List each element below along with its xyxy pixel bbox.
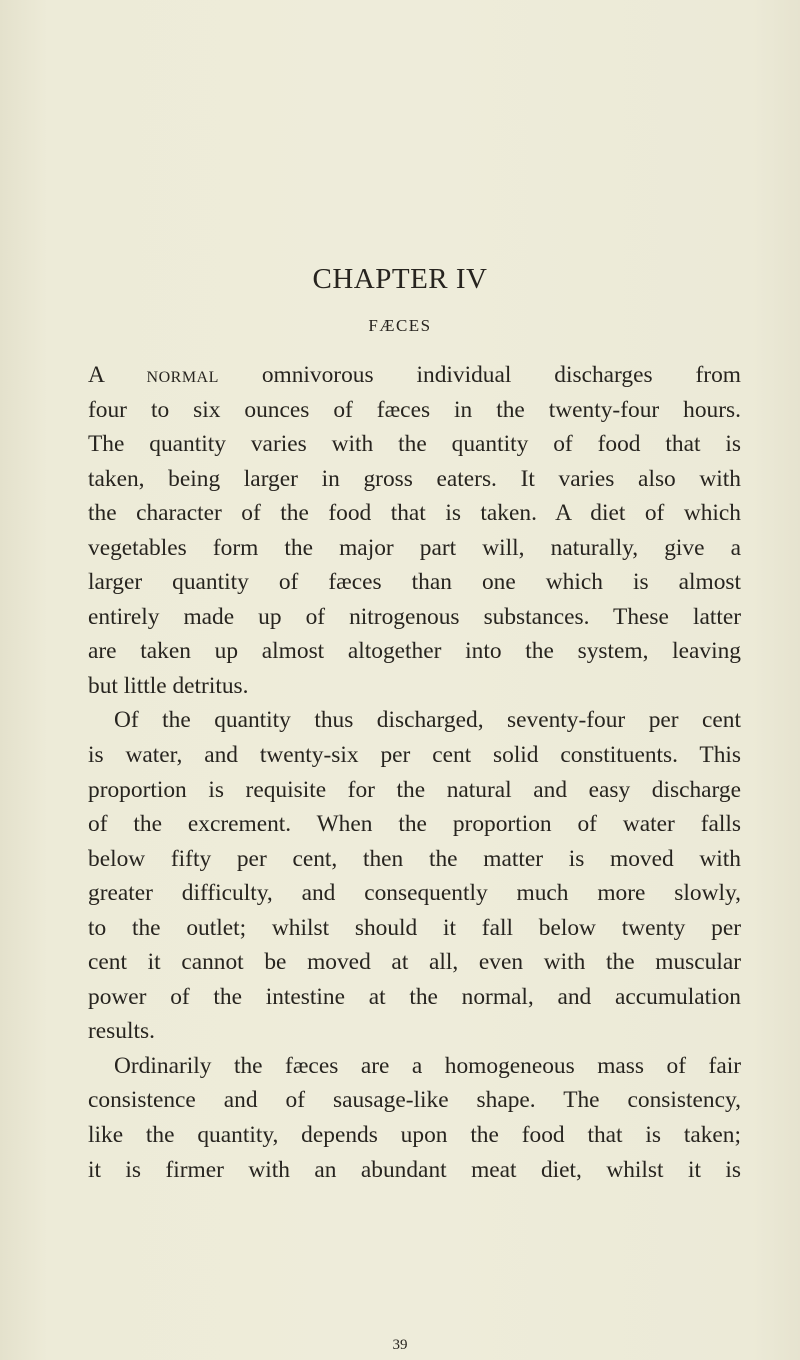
text-line: proportion is requisite for the natural and easy discharge <box>88 776 741 803</box>
text-line: to the outlet; whilst should it fall below twenty per <box>88 914 741 941</box>
text-line: below fifty per cent, then the matter is moved with <box>88 845 741 872</box>
text-line: four to six ounces of fæces in the twenty-four hours. <box>88 396 741 423</box>
text-line: taken, being larger in gross eaters. It varies also with <box>88 465 741 492</box>
section-title: FÆCES <box>368 316 432 335</box>
text-line: the character of the food that is taken. A diet of which <box>88 500 741 527</box>
text-line: Ordinarily the fæces are a homogeneous mass of fair <box>114 1052 741 1079</box>
paragraph-2 <box>88 703 741 1048</box>
text-line: power of the intestine at the normal, and accumulation <box>88 983 741 1010</box>
text-line: vegetables form the major part will, naturally, give a <box>88 534 741 561</box>
text-line: larger quantity of fæces than one which is almost <box>88 569 741 596</box>
paragraph-3 <box>88 1049 741 1187</box>
text-line: it is firmer with an abundant meat diet, whilst it is <box>88 1156 741 1183</box>
body-text <box>88 358 741 1187</box>
small-caps-word: normal <box>146 362 219 388</box>
text-line: A normal omnivorous individual discharges from <box>88 362 741 388</box>
text-line: cent it cannot be moved at all, even with the muscular <box>88 949 741 976</box>
text-line: entirely made up of nitrogenous substances. These latter <box>88 603 741 630</box>
text-line: of the excrement. When the proportion of water falls <box>88 811 741 838</box>
text-line: results. <box>88 1018 155 1045</box>
text-line: consistence and of sausage-like shape. The consistency, <box>88 1087 741 1114</box>
text-line: are taken up almost altogether into the system, leaving <box>88 638 741 665</box>
page-number: 39 <box>392 1337 408 1353</box>
drop-word: A <box>88 362 104 388</box>
text-line: The quantity varies with the quantity of food that is <box>88 431 741 458</box>
text-line: but little detritus. <box>88 672 249 699</box>
text-line: like the quantity, depends upon the food that is taken; <box>88 1122 741 1149</box>
text-line: is water, and twenty-six per cent solid constituents. This <box>88 742 741 769</box>
text-line: Of the quantity thus discharged, seventy-four per cent <box>114 707 741 734</box>
chapter-title: CHAPTER IV <box>312 263 488 295</box>
paragraph-1 <box>88 358 741 703</box>
text-line: greater difficulty, and consequently much more slowly, <box>88 880 741 907</box>
